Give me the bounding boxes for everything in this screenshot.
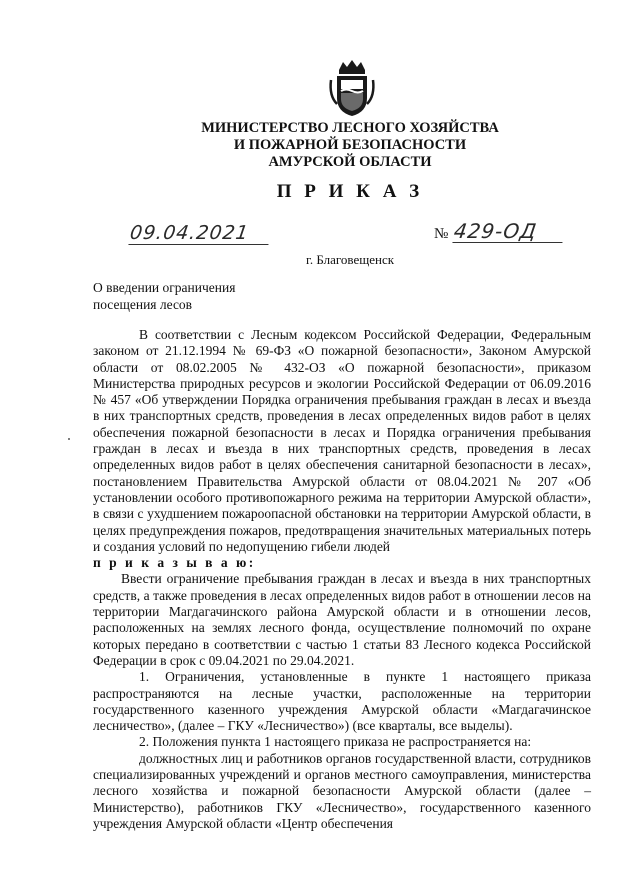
ministry-line-2: И ПОЖАРНОЙ БЕЗОПАСНОСТИ xyxy=(233,137,467,153)
clause-1: 1. Ограничения, установленные в пункте 1 настоящего приказа распространяются на лесные участки, расположенные на территории государственного казенного учреждения Амурской области «Магдагачинское лесничество», (далее – ГКУ «Лесничество») (все кварталы, все выделы). xyxy=(93,669,591,734)
ministry-line-3: АМУРСКОЙ ОБЛАСТИ xyxy=(268,154,432,170)
clause-2-text: должностных лиц и работников органов государственной власти, сотрудников специализированных учреждений и органов местного самоуправления, министерства лесного хозяйства и пожарной безопасности Амурской области (далее – Министерство), работников ГКУ «Лесничество», государственного казенного учреждения Амурской области «Центр обеспечения xyxy=(93,750,591,831)
orders-word: п р и к а з ы в а ю: xyxy=(93,555,256,571)
ministry-name xyxy=(150,120,550,171)
document-type-title: П Р И К А З xyxy=(276,181,424,202)
scan-speck xyxy=(68,438,70,440)
clause-main: Ввести ограничение пребывания граждан в лесах и въезда в них транспортных средств, а также проведения в лесах определенных видов работ в отношении лесов на территории Магдагачинского района Амурской области и в отношении лесов, расположенных на землях лесного фонда, осуществление полномочий по охране которых передано в соответствии с частью 1 статьи 83 Лесного кодекса Российской Федерации в срок с 09.04.2021 по 29.04.2021. xyxy=(93,571,591,668)
clause-2: 2. Положения пункта 1 настоящего приказа не распространяется на: xyxy=(139,734,532,750)
coat-of-arms-icon xyxy=(327,58,377,118)
handwritten-date: 09.04.2021 xyxy=(128,222,271,245)
document-subject xyxy=(93,280,313,313)
document-body xyxy=(93,327,591,832)
subject-line-1: О введении ограничения xyxy=(93,280,236,295)
city-line: г. Благовещенск xyxy=(305,252,395,267)
handwritten-number: 429-ОД xyxy=(452,220,565,243)
number-label: № xyxy=(434,226,449,242)
subject-line-2: посещения лесов xyxy=(93,296,193,312)
preamble-paragraph: В соответствии с Лесным кодексом Российской Федерации, Федеральным законом от 21.12.1994 № 69-ФЗ «О пожарной безопасности», Законом Амурской области от 08.02.2005 № 432-ОЗ «О пожарной безопасности», приказом Министерства природных ресурсов и экологии Российской Федерации от 06.09.2016 № 457 «Об утверждении Порядка ограничения пребывания граждан в лесах и въезда в них транспортных средств, проведения в лесах определенных видов работ в целях обеспечения пожарной безопасности в лесах и Порядка ограничения пребывания граждан в лесах и въезда в них транспортных средств, проведения в лесах определенных видов работ в целях обеспечения санитарной безопасности в лесах», постановлением Правительства Амурской области от 08.04.2021 № 207 «Об установлении особого противопожарного режима на территории Амурской области», в связи с ухудшением пожароопасной обстановки на территории Амурской области, в целях предупреждения пожаров, предотвращения значительных материальных потерь и создания условий по недопущению гибели людей xyxy=(93,327,591,554)
ministry-line-1: МИНИСТЕРСТВО ЛЕСНОГО ХОЗЯЙСТВА xyxy=(201,120,499,136)
